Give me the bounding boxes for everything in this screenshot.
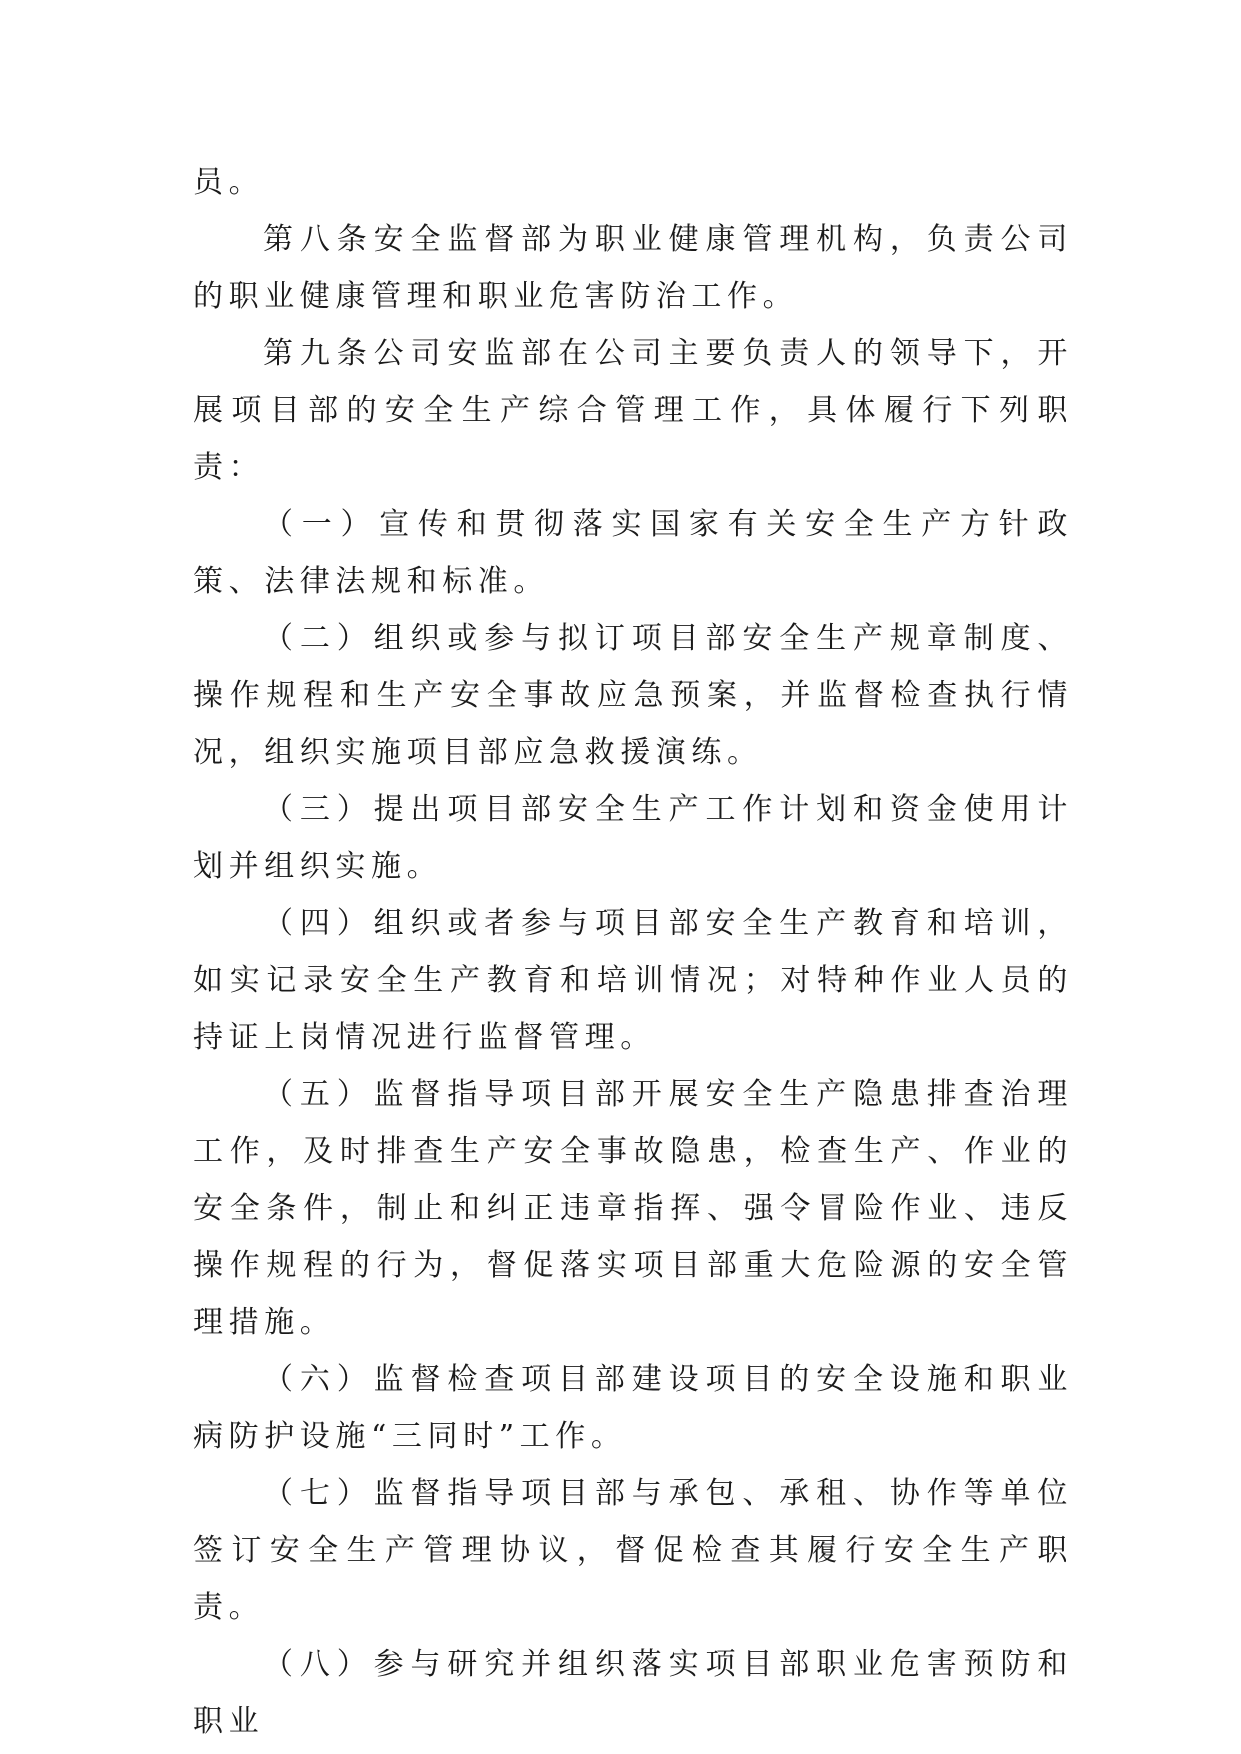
paragraph-continuation: 员。 [193, 165, 265, 200]
paragraph-item-1: （一）宣传和贯彻落实国家有关安全生产方针政策、法律法规和标准。 [193, 507, 1073, 599]
paragraph-article-9: 第九条公司安监部在公司主要负责人的领导下，开展项目部的安全生产综合管理工作，具体履行下列职责： [193, 336, 1073, 485]
paragraph-article-8: 第八条安全监督部为职业健康管理机构，负责公司的职业健康管理和职业危害防治工作。 [193, 222, 1073, 314]
paragraph-item-5: （五）监督指导项目部开展安全生产隐患排查治理工作，及时排查生产安全事故隐患，检查生产、作业的安全条件，制止和纠正违章指挥、强令冒险作业、违反操作规程的行为，督促落实项目部重大危险源的安全管理措施。 [193, 1077, 1073, 1340]
paragraph-item-7: （七）监督指导项目部与承包、承租、协作等单位签订安全生产管理协议，督促检查其履行安全生产职责。 [193, 1476, 1073, 1625]
paragraph-item-8: （八）参与研究并组织落实项目部职业危害预防和职业 [193, 1647, 1073, 1739]
paragraph-item-2: （二）组织或参与拟订项目部安全生产规章制度、操作规程和生产安全事故应急预案，并监督检查执行情况，组织实施项目部应急救援演练。 [193, 621, 1073, 770]
document-body [193, 154, 1073, 1750]
paragraph-item-3: （三）提出项目部安全生产工作计划和资金使用计划并组织实施。 [193, 792, 1073, 884]
paragraph-item-4: （四）组织或者参与项目部安全生产教育和培训，如实记录安全生产教育和培训情况；对特种作业人员的持证上岗情况进行监督管理。 [193, 906, 1073, 1055]
paragraph-item-6: （六）监督检查项目部建设项目的安全设施和职业病防护设施“三同时”工作。 [193, 1362, 1073, 1454]
